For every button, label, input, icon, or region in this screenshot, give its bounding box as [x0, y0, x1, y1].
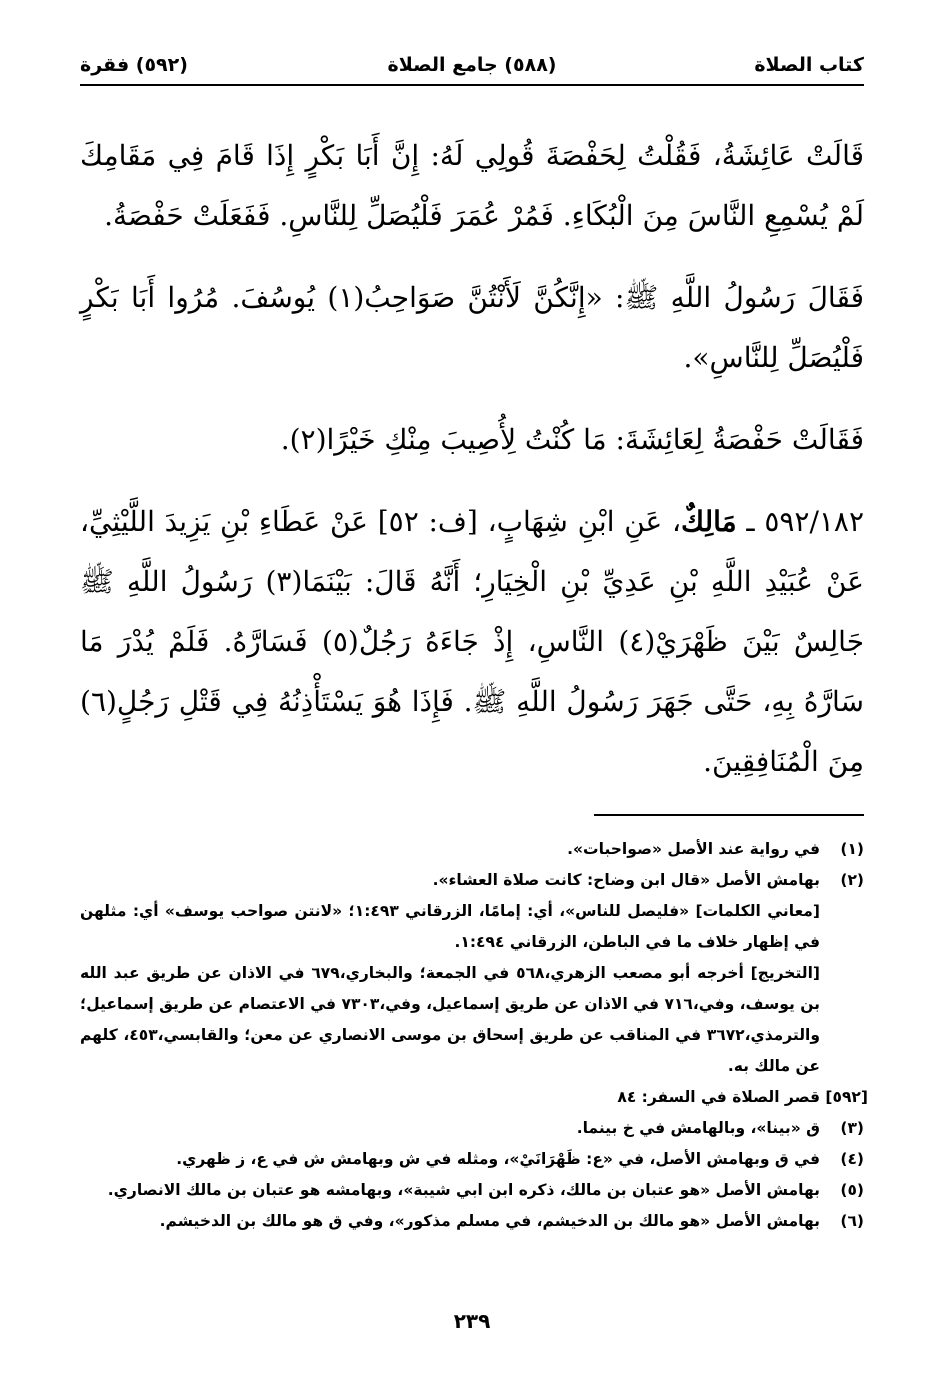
- footnote-text: بهامش الأصل «هو عتبان بن مالك، ذكره ابن ابي شيبة»، وبهامشه هو عتبان بن مالك الانصاري.: [107, 1181, 820, 1199]
- paragraph-text: يُوسُفَ. مُرُوا أَبَا بَكْرٍ فَلْيُصَلِّ لِلنَّاسِ».: [80, 281, 864, 374]
- narrator-name: مَالِكٌ: [681, 505, 737, 538]
- footnote: [80, 865, 864, 896]
- footnote-ref: (٦): [80, 685, 117, 718]
- footnote-text: في ق وبهامش الأصل، في «ع: ظَهْرَانَيْ»، ومثله في ش وبهامش ش في ع، ز ظهري.: [176, 1150, 820, 1168]
- paragraph: [80, 126, 864, 246]
- paragraph-text: فَسَارَّهُ. فَلَمْ يُدْرَ مَا سَارَّهُ بِهِ، حَتَّى جَهَرَ رَسُولُ اللَّهِ ﷺ. فَإِذَا هُوَ يَسْتَأْذِنُهُ فِي قَتْلِ رَجُلٍ: [80, 625, 864, 718]
- footnote-text: بهامش الأصل «هو مالك بن الدخيشم، في مسلم مذكور»، وفي ق هو مالك بن الدخيشم.: [159, 1212, 820, 1230]
- note-label: [معاني الكلمات]: [695, 902, 820, 920]
- footnote-ref: (٣): [265, 565, 303, 598]
- footnote-text: قصر الصلاة في السفر: ٨٤: [617, 1088, 820, 1106]
- paragraph-number: (٥٩٢) فقرة: [80, 54, 188, 76]
- page: [80, 40, 868, 1341]
- footnote-mark: [٥٩٢]: [825, 1088, 868, 1106]
- paragraph: [80, 268, 864, 388]
- paragraph-text: .: [280, 423, 290, 456]
- hadith-number: ٥٩٢/١٨٢ ـ: [736, 505, 865, 538]
- footnote: [80, 1206, 864, 1237]
- word-meanings-note: [80, 896, 864, 958]
- paragraph-text: قَالَتْ عَائِشَةُ، فَقُلْتُ لِحَفْصَةَ قُولِي لَهُ: إِنَّ أَبَا بَكْرٍ إِذَا قَامَ فِي مَقَامِكَ لَمْ يُسْمِعِ النَّاسَ مِنَ الْبُكَاءِ. فَمُرْ عُمَرَ فَلْيُصَلِّ لِلنَّاسِ. فَفَعَلَتْ حَفْصَةُ.: [80, 139, 864, 232]
- footnote-mark: (٢): [840, 871, 864, 889]
- paragraph: [80, 410, 864, 470]
- chapter-title: (٥٨٨) جامع الصلاة: [387, 54, 557, 76]
- running-header: [80, 40, 864, 86]
- footnote-mark: (٥): [840, 1181, 864, 1199]
- hadith-paragraph: [80, 492, 864, 792]
- footnote-mark: (١): [840, 840, 864, 858]
- footnote-text: ق «بينا»، وبالهامش في خ بينما.: [576, 1119, 820, 1137]
- footnote-mark: (٦): [840, 1212, 864, 1230]
- footnote-ref: (٥): [321, 625, 359, 658]
- note-label: [التخريج]: [750, 964, 821, 982]
- note-text: أخرجه أبو مصعب الزهري،٥٦٨ في الجمعة؛ والبخاري،٦٧٩ في الاذان عن طريق عبد الله بن يوسف، وفي،٧١٦ في الاذان عن طريق إسماعيل، وفي،٧٣٠٣ في الاعتصام عن طريق إسماعيل؛ والترمذي،٣٦٧٢ في المناقب عن طريق إسحاق بن موسى الانصاري عن معن؛ والقابسي،٤٥٣، كلهم عن مالك به.: [80, 964, 821, 1075]
- footnote-ref: (٤): [618, 625, 656, 658]
- paragraph-text: فَقَالَ رَسُولُ اللَّهِ ﷺ: «إِنَّكُنَّ لَأَنْتُنَّ صَوَاحِبُ: [364, 281, 865, 314]
- footnote-text: بهامش الأصل «قال ابن وضاح: كانت صلاة العشاء».: [432, 871, 820, 889]
- footnotes: [80, 834, 868, 1237]
- paragraph-text: النَّاسِ، إِذْ جَاءَهُ رَجُلٌ: [358, 625, 619, 658]
- footnote: [80, 1113, 864, 1144]
- main-text: [80, 126, 864, 792]
- paragraph-text: رَسُولُ اللَّهِ ﷺ جَالِسٌ بَيْنَ ظَهْرَيْ: [80, 565, 864, 658]
- paragraph-text: مِنَ الْمُنَافِقِينَ.: [703, 745, 864, 778]
- takhrij-note: [80, 958, 864, 1082]
- paragraph-text: ، عَنِ ابْنِ شِهَابٍ، [ف: ٥٢] عَنْ عَطَاءِ بْنِ يَزِيدَ اللَّيْثِيِّ، عَنْ عُبَيْدِ اللَّهِ بْنِ عَدِيِّ بْنِ الْخِيَارِ؛ أَنَّهُ قَالَ: بَيْنَمَا: [80, 505, 864, 598]
- footnote: [80, 1175, 864, 1206]
- footnote: [80, 1082, 868, 1113]
- paragraph-text: فَقَالَتْ حَفْصَةُ لِعَائِشَةَ: مَا كُنْتُ لِأُصِيبَ مِنْكِ خَيْرًا: [326, 423, 864, 456]
- footnote: [80, 1144, 864, 1175]
- footnote: [80, 834, 864, 865]
- footnote-text: في رواية عند الأصل «صواحبات».: [567, 840, 820, 858]
- footnote-mark: (٣): [840, 1119, 864, 1137]
- footnote-ref: (١): [327, 281, 365, 314]
- page-number: ٢٣٩: [453, 1309, 491, 1333]
- note-text: «فليصل للناس»، أي: إمامًا، الزرقاني ١:٤٩٣؛ «لانتن صواحب يوسف» أي: مثلهن في إظهار خلاف ما في الباطن، الزرقاني ١:٤٩٤.: [80, 902, 820, 951]
- footnote-mark: (٤): [840, 1150, 864, 1168]
- footnote-ref: (٢): [289, 423, 327, 456]
- footnote-divider: [594, 814, 864, 816]
- book-title: كتاب الصلاة: [754, 54, 864, 76]
